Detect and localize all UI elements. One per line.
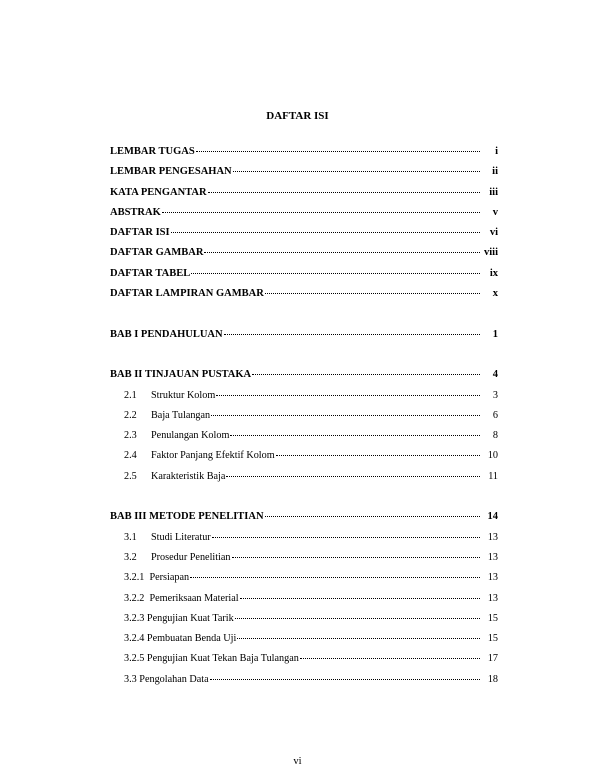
- toc-section-number: 2.4: [124, 450, 137, 462]
- toc-subentry: [110, 649, 498, 669]
- toc-label: BAB II TINJAUAN PUSTAKA: [110, 369, 252, 381]
- dot-leader: [233, 170, 480, 172]
- toc-label: DAFTAR ISI: [110, 227, 170, 239]
- toc-page-number: 4: [492, 369, 498, 381]
- dot-leader: [208, 191, 480, 193]
- dot-leader: [191, 272, 480, 274]
- toc-page-number: 17: [487, 653, 498, 665]
- page-number-footer: vi: [293, 756, 302, 767]
- toc-section-number: 3.1: [124, 531, 137, 543]
- page-title: DAFTAR ISI: [266, 110, 329, 122]
- toc-subentry: [110, 406, 498, 426]
- toc-entry-abstrak: [110, 203, 498, 223]
- dot-leader: [210, 678, 480, 680]
- toc-section-number: 2.1: [124, 389, 137, 401]
- dot-leader: [300, 657, 480, 659]
- toc-page-number: ix: [489, 267, 498, 279]
- toc-entry-lembar-pengesahan: [110, 162, 498, 182]
- dot-leader: [171, 231, 480, 233]
- dot-leader: [276, 454, 480, 456]
- toc-page-number: 15: [487, 612, 498, 624]
- dot-leader: [226, 475, 480, 477]
- toc-entry-daftar-isi: [110, 223, 498, 243]
- toc-label: KATA PENGANTAR: [110, 186, 207, 198]
- dot-leader: [240, 597, 480, 599]
- dot-leader: [237, 637, 480, 639]
- toc-entry-daftar-lampiran-gambar: [110, 284, 498, 304]
- toc-section-number: 3.2: [124, 551, 137, 563]
- toc-label: 3.2.3 Pengujian Kuat Tarik: [124, 612, 234, 624]
- dot-leader: [265, 515, 480, 517]
- toc-label: Baja Tulangan: [151, 409, 211, 421]
- toc-page-number: iii: [489, 186, 498, 198]
- toc-page-number: 13: [487, 592, 498, 604]
- dot-leader: [162, 211, 480, 213]
- toc-page-number: viii: [483, 247, 498, 259]
- toc-section-number: 2.3: [124, 430, 137, 442]
- toc-page-number: 8: [492, 430, 498, 442]
- dot-leader: [204, 251, 480, 253]
- spacer: [110, 304, 498, 324]
- toc-entry-bab-2: [110, 365, 498, 385]
- toc-subentry: [110, 589, 498, 609]
- toc-label: Studi Literatur: [151, 531, 211, 543]
- toc-page-number: i: [495, 146, 498, 157]
- toc-page-number: 13: [487, 551, 498, 563]
- toc-subentry: [110, 629, 498, 649]
- toc-label: 3.2.5 Pengujian Kuat Tekan Baja Tulangan: [124, 653, 299, 665]
- toc-label: ABSTRAK: [110, 206, 161, 218]
- spacer: [110, 487, 498, 507]
- toc-label: 3.2.4 Pembuatan Benda Uji: [124, 633, 237, 645]
- toc-page-number: 13: [487, 531, 498, 543]
- dot-leader: [212, 536, 480, 538]
- table-of-contents: [110, 142, 498, 690]
- toc-page-number: 3: [492, 389, 498, 401]
- toc-subentry: [110, 670, 498, 690]
- toc-page-number: vi: [489, 227, 498, 239]
- dot-leader: [230, 434, 480, 436]
- toc-label: LEMBAR TUGAS: [110, 146, 195, 157]
- toc-page-number: 10: [487, 450, 498, 462]
- toc-subentry: [110, 609, 498, 629]
- toc-label: Faktor Panjang Efektif Kolom: [151, 450, 275, 462]
- dot-leader: [265, 292, 480, 294]
- toc-entry-daftar-gambar: [110, 243, 498, 263]
- toc-subentry: [110, 386, 498, 406]
- toc-page-number: 11: [488, 470, 498, 482]
- toc-subentry: [110, 548, 498, 568]
- toc-section-number: 2.2: [124, 409, 137, 421]
- toc-page-number: 15: [487, 633, 498, 645]
- toc-entry-kata-pengantar: [110, 183, 498, 203]
- toc-label: DAFTAR TABEL: [110, 267, 191, 279]
- toc-label: DAFTAR LAMPIRAN GAMBAR: [110, 288, 264, 300]
- toc-label: LEMBAR PENGESAHAN: [110, 166, 232, 178]
- toc-label: 3.2.2 Pemeriksaan Material: [124, 592, 239, 604]
- toc-subentry: [110, 568, 498, 588]
- dot-leader: [224, 333, 480, 335]
- toc-label: BAB I PENDAHULUAN: [110, 328, 223, 340]
- toc-page-number: 6: [492, 409, 498, 421]
- dot-leader: [252, 373, 480, 375]
- toc-subentry: [110, 426, 498, 446]
- toc-page-number: ii: [492, 166, 498, 178]
- toc-entry-bab-1: [110, 325, 498, 345]
- dot-leader: [196, 150, 480, 152]
- toc-page-number: v: [492, 206, 498, 218]
- toc-entry-bab-3: [110, 507, 498, 527]
- dot-leader: [216, 394, 480, 396]
- toc-page-number: 13: [487, 572, 498, 584]
- toc-label: Struktur Kolom: [151, 389, 216, 401]
- toc-entry-daftar-tabel: [110, 264, 498, 284]
- toc-label: Prosedur Penelitian: [151, 551, 231, 563]
- toc-page-number: x: [492, 288, 498, 300]
- toc-page-number: 1: [492, 328, 498, 340]
- toc-subentry: [110, 446, 498, 466]
- toc-entry-lembar-tugas: [110, 142, 498, 162]
- toc-label: 3.3 Pengolahan Data: [124, 673, 209, 685]
- dot-leader: [211, 414, 480, 416]
- spacer: [110, 345, 498, 365]
- toc-subentry: [110, 467, 498, 487]
- toc-section-number: 2.5: [124, 470, 137, 482]
- toc-label: BAB III METODE PENELITIAN: [110, 511, 264, 523]
- toc-label: DAFTAR GAMBAR: [110, 247, 204, 259]
- toc-subentry: [110, 528, 498, 548]
- toc-label: Karakteristik Baja: [151, 470, 226, 482]
- dot-leader: [190, 576, 480, 578]
- dot-leader: [235, 617, 480, 619]
- toc-label: Penulangan Kolom: [151, 430, 230, 442]
- toc-label: 3.2.1 Persiapan: [124, 572, 190, 584]
- toc-page-number: 18: [487, 673, 498, 685]
- toc-page-number: 14: [487, 511, 498, 523]
- dot-leader: [232, 556, 480, 558]
